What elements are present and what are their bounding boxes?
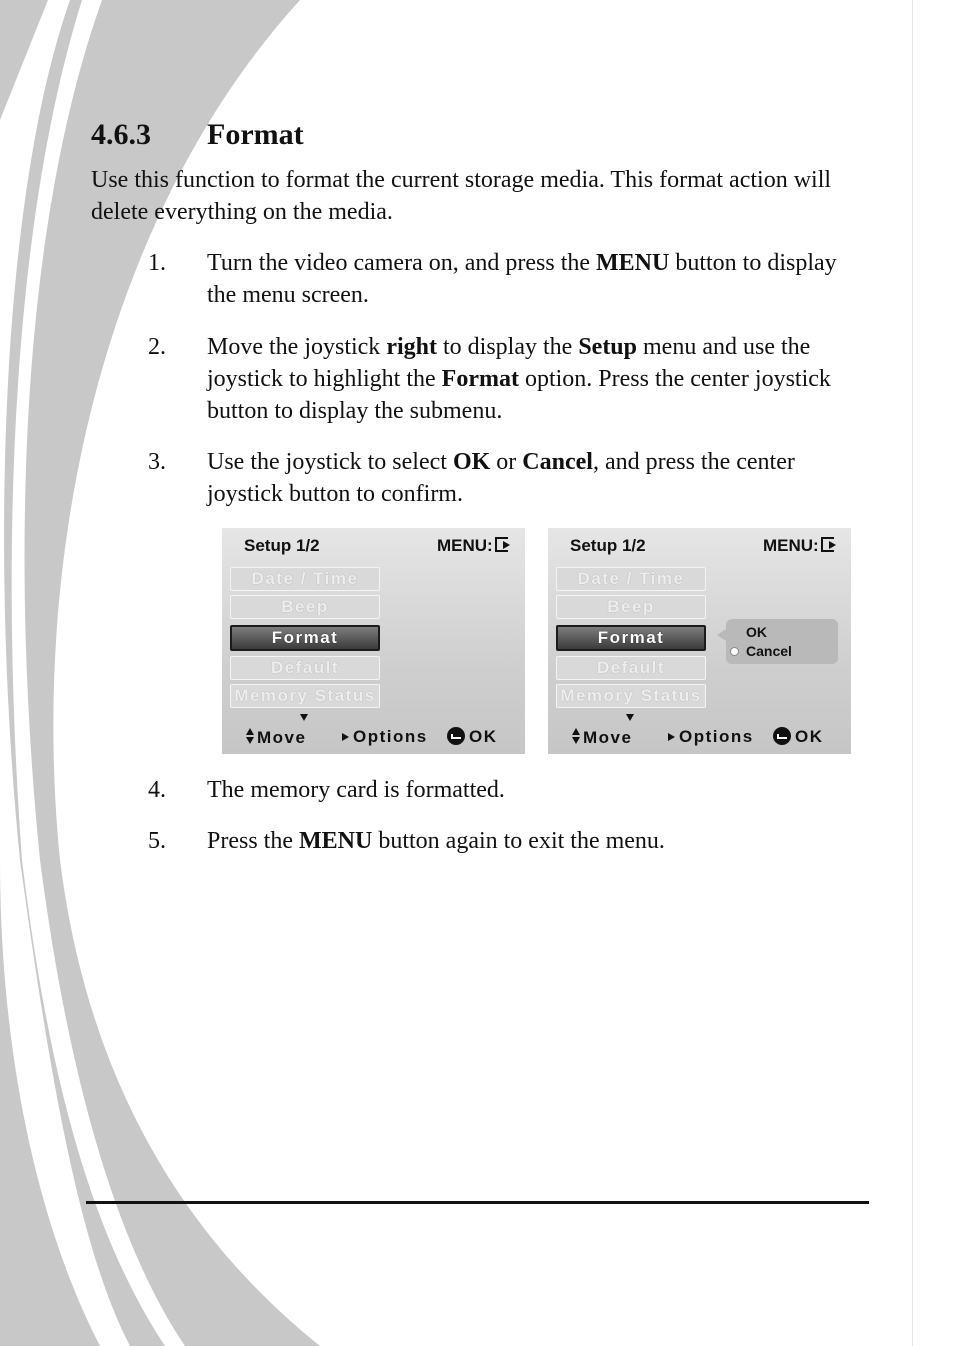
submenu-option-cancel[interactable]: Cancel [746,643,792,659]
screen-title: Setup 1/2 [244,536,320,555]
step-text: Press the MENU button again to exit the menu. [207,828,665,854]
step-text: The memory card is formatted. [207,777,505,803]
menu-item-memory-status[interactable]: Memory Status [230,684,380,708]
menu-item-date-time[interactable]: Date / Time [230,567,380,591]
camera-screen-setup-menu [222,528,525,754]
intro-paragraph: Use this function to format the current storage media. This format action will delete everything on the media. [91,167,832,225]
radio-selected-icon [730,647,739,656]
step-text: Move the joystick right to display the Setup menu and use the joystick to highlight the Format option. Press the center joystick button to display the submenu. [207,334,831,424]
right-arrow-icon [342,733,349,741]
menu-item-format[interactable]: Format [556,625,706,651]
exit-icon [495,537,508,552]
step-text: Use the joystick to select OK or Cancel, and press the center joystick button to confirm. [207,449,795,507]
footer-rule [86,1201,869,1204]
scroll-down-icon [626,714,634,721]
menu-item-beep[interactable]: Beep [556,595,706,619]
up-down-icon [572,727,580,745]
menu-item-beep[interactable]: Beep [230,595,380,619]
menu-item-date-time[interactable]: Date / Time [556,567,706,591]
footer-move-hint: Move [572,727,632,748]
page-right-edge [912,0,913,1346]
step-number: 4. [148,777,166,803]
scroll-down-icon [300,714,308,721]
footer-move-hint: Move [246,727,306,748]
submenu-option-ok[interactable]: OK [746,624,767,640]
exit-icon [821,537,834,552]
screen-title: Setup 1/2 [570,536,646,555]
camera-screen-format-submenu [548,528,851,754]
up-down-icon [246,727,254,745]
format-submenu [726,619,838,664]
step-number: 2. [148,334,166,360]
section-number: 4.6.3 [91,118,151,151]
footer-ok-hint: OK [447,727,498,747]
footer-options-hint: Options [668,727,754,747]
menu-item-memory-status[interactable]: Memory Status [556,684,706,708]
menu-exit-hint: MENU: [437,536,508,556]
step-number: 5. [148,828,166,854]
joystick-enter-icon [447,727,465,745]
footer-ok-hint: OK [773,727,824,747]
section-title: Format [207,118,304,151]
joystick-enter-icon [773,727,791,745]
menu-item-default[interactable]: Default [556,656,706,680]
step-number: 1. [148,250,166,276]
right-arrow-icon [668,733,675,741]
section-heading [91,118,304,152]
menu-exit-hint: MENU: [763,536,834,556]
menu-item-format[interactable]: Format [230,625,380,651]
step-number: 3. [148,449,166,475]
menu-item-default[interactable]: Default [230,656,380,680]
footer-options-hint: Options [342,727,428,747]
step-text: Turn the video camera on, and press the MENU button to display the menu screen. [207,250,837,308]
